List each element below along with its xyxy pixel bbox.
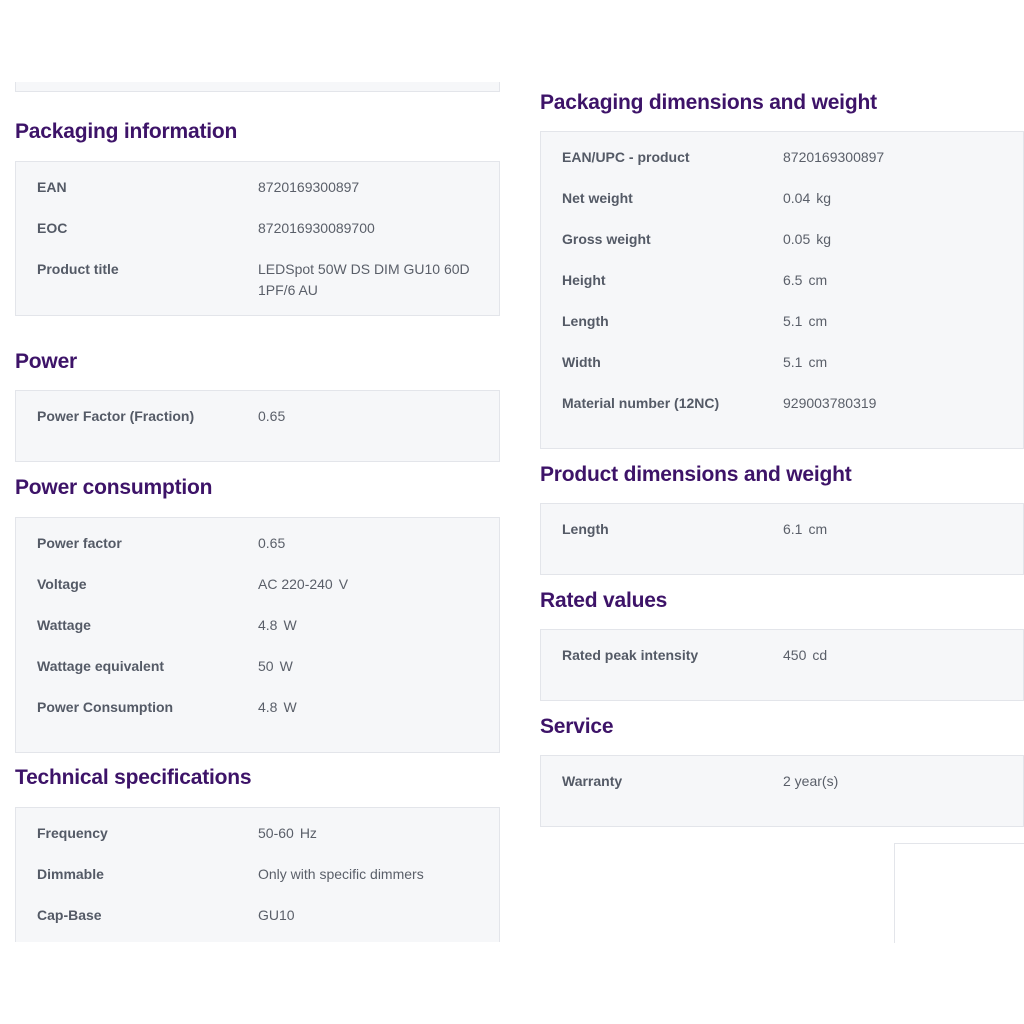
spec-value-text: 6.5: [783, 272, 803, 288]
spec-unit: cm: [808, 313, 828, 329]
section-service: [540, 713, 1024, 789]
spec-row: [541, 311, 1023, 352]
spec-box: [15, 807, 500, 942]
spec-unit: kg: [816, 190, 832, 206]
spec-row: [16, 533, 499, 574]
spec-box: [540, 503, 1024, 575]
spec-row: [541, 147, 1023, 188]
spec-label: Rated peak intensity: [562, 647, 699, 663]
spec-row: [16, 218, 499, 259]
spec-label: Wattage: [37, 617, 91, 633]
right-column: [540, 0, 1024, 942]
spec-value: [783, 229, 1023, 250]
spec-label: EAN: [37, 179, 67, 195]
spec-unit: Hz: [299, 825, 317, 841]
spec-label: EAN/UPC - product: [562, 149, 690, 165]
spec-unit: cm: [808, 521, 828, 537]
spec-value: [258, 697, 499, 718]
spec-row: [16, 823, 499, 864]
spec-row: [16, 905, 499, 942]
spec-row: [541, 188, 1023, 229]
spec-row: [541, 519, 1023, 560]
section-title: Packaging dimensions and weight: [540, 91, 877, 114]
spec-box: [540, 131, 1024, 449]
spec-row: [16, 177, 499, 218]
spec-label: EOC: [37, 220, 68, 236]
spec-label: Power factor: [37, 535, 122, 551]
spec-value-text: 6.1: [783, 521, 803, 537]
corner-panel: [894, 843, 1024, 943]
spec-value-text: 4.8: [258, 617, 278, 633]
spec-value: [258, 177, 499, 198]
spec-unit: cm: [808, 272, 828, 288]
section-technical-specifications: [15, 764, 500, 923]
spec-unit: cd: [812, 647, 828, 663]
section-rated-values: [540, 587, 1024, 663]
spec-label: Length: [562, 313, 609, 329]
spec-value: [258, 615, 499, 636]
section-power: [15, 348, 500, 424]
spec-value-text: Only with specific dimmers: [258, 866, 424, 882]
spec-label: Height: [562, 272, 606, 288]
spec-unit: W: [283, 617, 297, 633]
spec-value-text: 2 year(s): [783, 773, 839, 789]
spec-value-text: GU10: [258, 907, 295, 923]
spec-row: [16, 697, 499, 738]
spec-value: [783, 393, 1023, 414]
spec-row: [16, 259, 499, 301]
spec-value-text: 0.65: [258, 408, 286, 424]
previous-spec-box: [15, 82, 500, 92]
spec-box: [540, 755, 1024, 827]
spec-row: [541, 645, 1023, 686]
spec-row: [16, 615, 499, 656]
spec-label: Material number (12NC): [562, 395, 720, 411]
spec-box: [15, 390, 500, 462]
section-product-dimensions: [540, 461, 1024, 537]
spec-label: Product title: [37, 261, 119, 277]
spec-value-text: 50-60: [258, 825, 294, 841]
spec-value-text: 8720169300897: [783, 149, 885, 165]
spec-value: [783, 771, 1023, 792]
spec-value-text: LEDSpot 50W DS DIM GU10 60D 1PF/6 AU: [258, 261, 470, 298]
spec-row: [16, 656, 499, 697]
spec-unit: kg: [816, 231, 832, 247]
spec-value-text: 5.1: [783, 313, 803, 329]
spec-label: Length: [562, 521, 609, 537]
spec-value-text: AC 220-240: [258, 576, 333, 592]
spec-label: Wattage equivalent: [37, 658, 165, 674]
spec-value-text: 5.1: [783, 354, 803, 370]
spec-value-text: 4.8: [258, 699, 278, 715]
spec-box: [15, 161, 500, 316]
spec-value: [258, 406, 499, 427]
section-power-consumption: [15, 474, 500, 715]
spec-value: [783, 147, 1023, 168]
spec-value: [783, 311, 1023, 332]
spec-value: [783, 645, 1023, 666]
spec-label: Width: [562, 354, 601, 370]
section-title: Product dimensions and weight: [540, 463, 852, 486]
spec-value-text: 0.65: [258, 535, 286, 551]
section-title: Power consumption: [15, 476, 213, 499]
spec-value: [783, 188, 1023, 209]
spec-value: [258, 864, 499, 885]
spec-value-text: 0.05: [783, 231, 811, 247]
spec-value-text: 450: [783, 647, 807, 663]
spec-value: [783, 519, 1023, 540]
spec-row: [541, 270, 1023, 311]
spec-label: Dimmable: [37, 866, 104, 882]
spec-value: [258, 533, 499, 554]
section-packaging-dimensions: [540, 89, 1024, 411]
spec-value: [258, 574, 499, 595]
spec-label: Voltage: [37, 576, 87, 592]
spec-value: [258, 656, 499, 677]
spec-unit: W: [279, 658, 293, 674]
spec-row: [541, 352, 1023, 393]
spec-box: [15, 517, 500, 753]
spec-label: Net weight: [562, 190, 633, 206]
left-column: [15, 0, 500, 942]
spec-value-text: 8720169300897: [258, 179, 360, 195]
spec-value: [258, 823, 499, 844]
spec-value-text: 0.04: [783, 190, 811, 206]
spec-label: Frequency: [37, 825, 108, 841]
spec-value: [783, 352, 1023, 373]
spec-label: Gross weight: [562, 231, 651, 247]
section-title: Technical specifications: [15, 766, 252, 789]
spec-row: [541, 393, 1023, 434]
spec-box: [540, 629, 1024, 701]
spec-label: Power Consumption: [37, 699, 174, 715]
spec-unit: W: [283, 699, 297, 715]
spec-row: [16, 574, 499, 615]
section-title: Service: [540, 715, 614, 738]
spec-value-text: 50: [258, 658, 274, 674]
spec-unit: V: [338, 576, 349, 592]
spec-row: [541, 771, 1023, 812]
spec-unit: cm: [808, 354, 828, 370]
spec-value: [258, 259, 499, 301]
spec-label: Warranty: [562, 773, 623, 789]
spec-value: [258, 218, 499, 239]
spec-value-text: 929003780319: [783, 395, 877, 411]
spec-value-text: 872016930089700: [258, 220, 375, 236]
spec-value: [783, 270, 1023, 291]
spec-value: [258, 905, 499, 926]
spec-row: [16, 406, 499, 447]
spec-row: [541, 229, 1023, 270]
section-title: Packaging information: [15, 120, 238, 143]
spec-label: Power Factor (Fraction): [37, 408, 195, 424]
section-title: Rated values: [540, 589, 668, 612]
spec-label: Cap-Base: [37, 907, 102, 923]
section-packaging-information: [15, 118, 500, 298]
section-title: Power: [15, 350, 78, 373]
spec-row: [16, 864, 499, 905]
